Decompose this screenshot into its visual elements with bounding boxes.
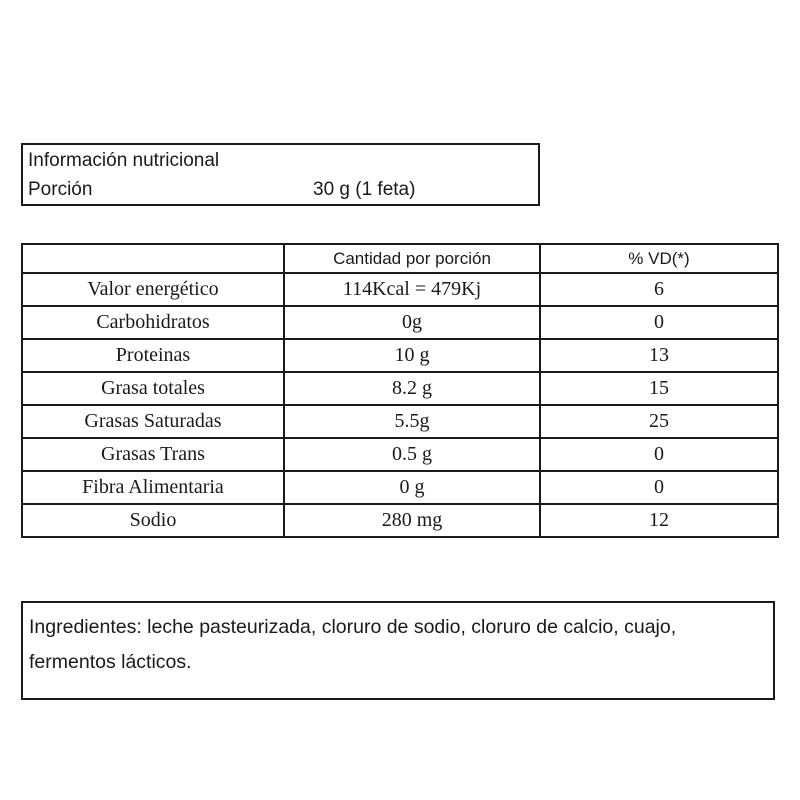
cell-percent-vd: 6 xyxy=(540,273,778,306)
portion-row xyxy=(28,175,538,204)
portion-value: 30 g (1 feta) xyxy=(313,179,416,200)
table-row xyxy=(22,438,778,471)
cell-nutrient-name: Proteinas xyxy=(22,339,284,372)
table-row xyxy=(22,471,778,504)
cell-nutrient-name: Fibra Alimentaria xyxy=(22,471,284,504)
ingredients-box xyxy=(21,601,775,700)
table-row xyxy=(22,504,778,537)
cell-percent-vd: 12 xyxy=(540,504,778,537)
table-row xyxy=(22,372,778,405)
cell-amount: 8.2 g xyxy=(284,372,540,405)
table-row xyxy=(22,273,778,306)
cell-amount: 114Kcal = 479Kj xyxy=(284,273,540,306)
cell-amount: 10 g xyxy=(284,339,540,372)
label-title: Información nutricional xyxy=(28,150,220,171)
cell-percent-vd: 25 xyxy=(540,405,778,438)
header-amount-per-portion: Cantidad por porción xyxy=(284,244,540,273)
cell-percent-vd: 0 xyxy=(540,438,778,471)
cell-percent-vd: 13 xyxy=(540,339,778,372)
nutrition-table xyxy=(21,243,779,538)
table-row xyxy=(22,405,778,438)
cell-amount: 0.5 g xyxy=(284,438,540,471)
cell-amount: 0g xyxy=(284,306,540,339)
cell-nutrient-name: Carbohidratos xyxy=(22,306,284,339)
cell-percent-vd: 15 xyxy=(540,372,778,405)
header-percent-vd: % VD(*) xyxy=(540,244,778,273)
cell-amount: 0 g xyxy=(284,471,540,504)
table-row xyxy=(22,306,778,339)
cell-nutrient-name: Grasa totales xyxy=(22,372,284,405)
cell-amount: 280 mg xyxy=(284,504,540,537)
cell-amount: 5.5g xyxy=(284,405,540,438)
cell-nutrient-name: Valor energético xyxy=(22,273,284,306)
serving-info-box xyxy=(21,143,540,206)
cell-nutrient-name: Grasas Saturadas xyxy=(22,405,284,438)
cell-nutrient-name: Grasas Trans xyxy=(22,438,284,471)
portion-label: Porción xyxy=(28,179,93,200)
cell-nutrient-name: Sodio xyxy=(22,504,284,537)
table-header-row xyxy=(22,244,778,273)
header-nutrient xyxy=(22,244,284,273)
cell-percent-vd: 0 xyxy=(540,471,778,504)
table-row xyxy=(22,339,778,372)
cell-percent-vd: 0 xyxy=(540,306,778,339)
ingredients-text: Ingredientes: leche pasteurizada, cloruro de sodio, cloruro de calcio, cuajo, fermentos lácticos. xyxy=(29,616,677,673)
